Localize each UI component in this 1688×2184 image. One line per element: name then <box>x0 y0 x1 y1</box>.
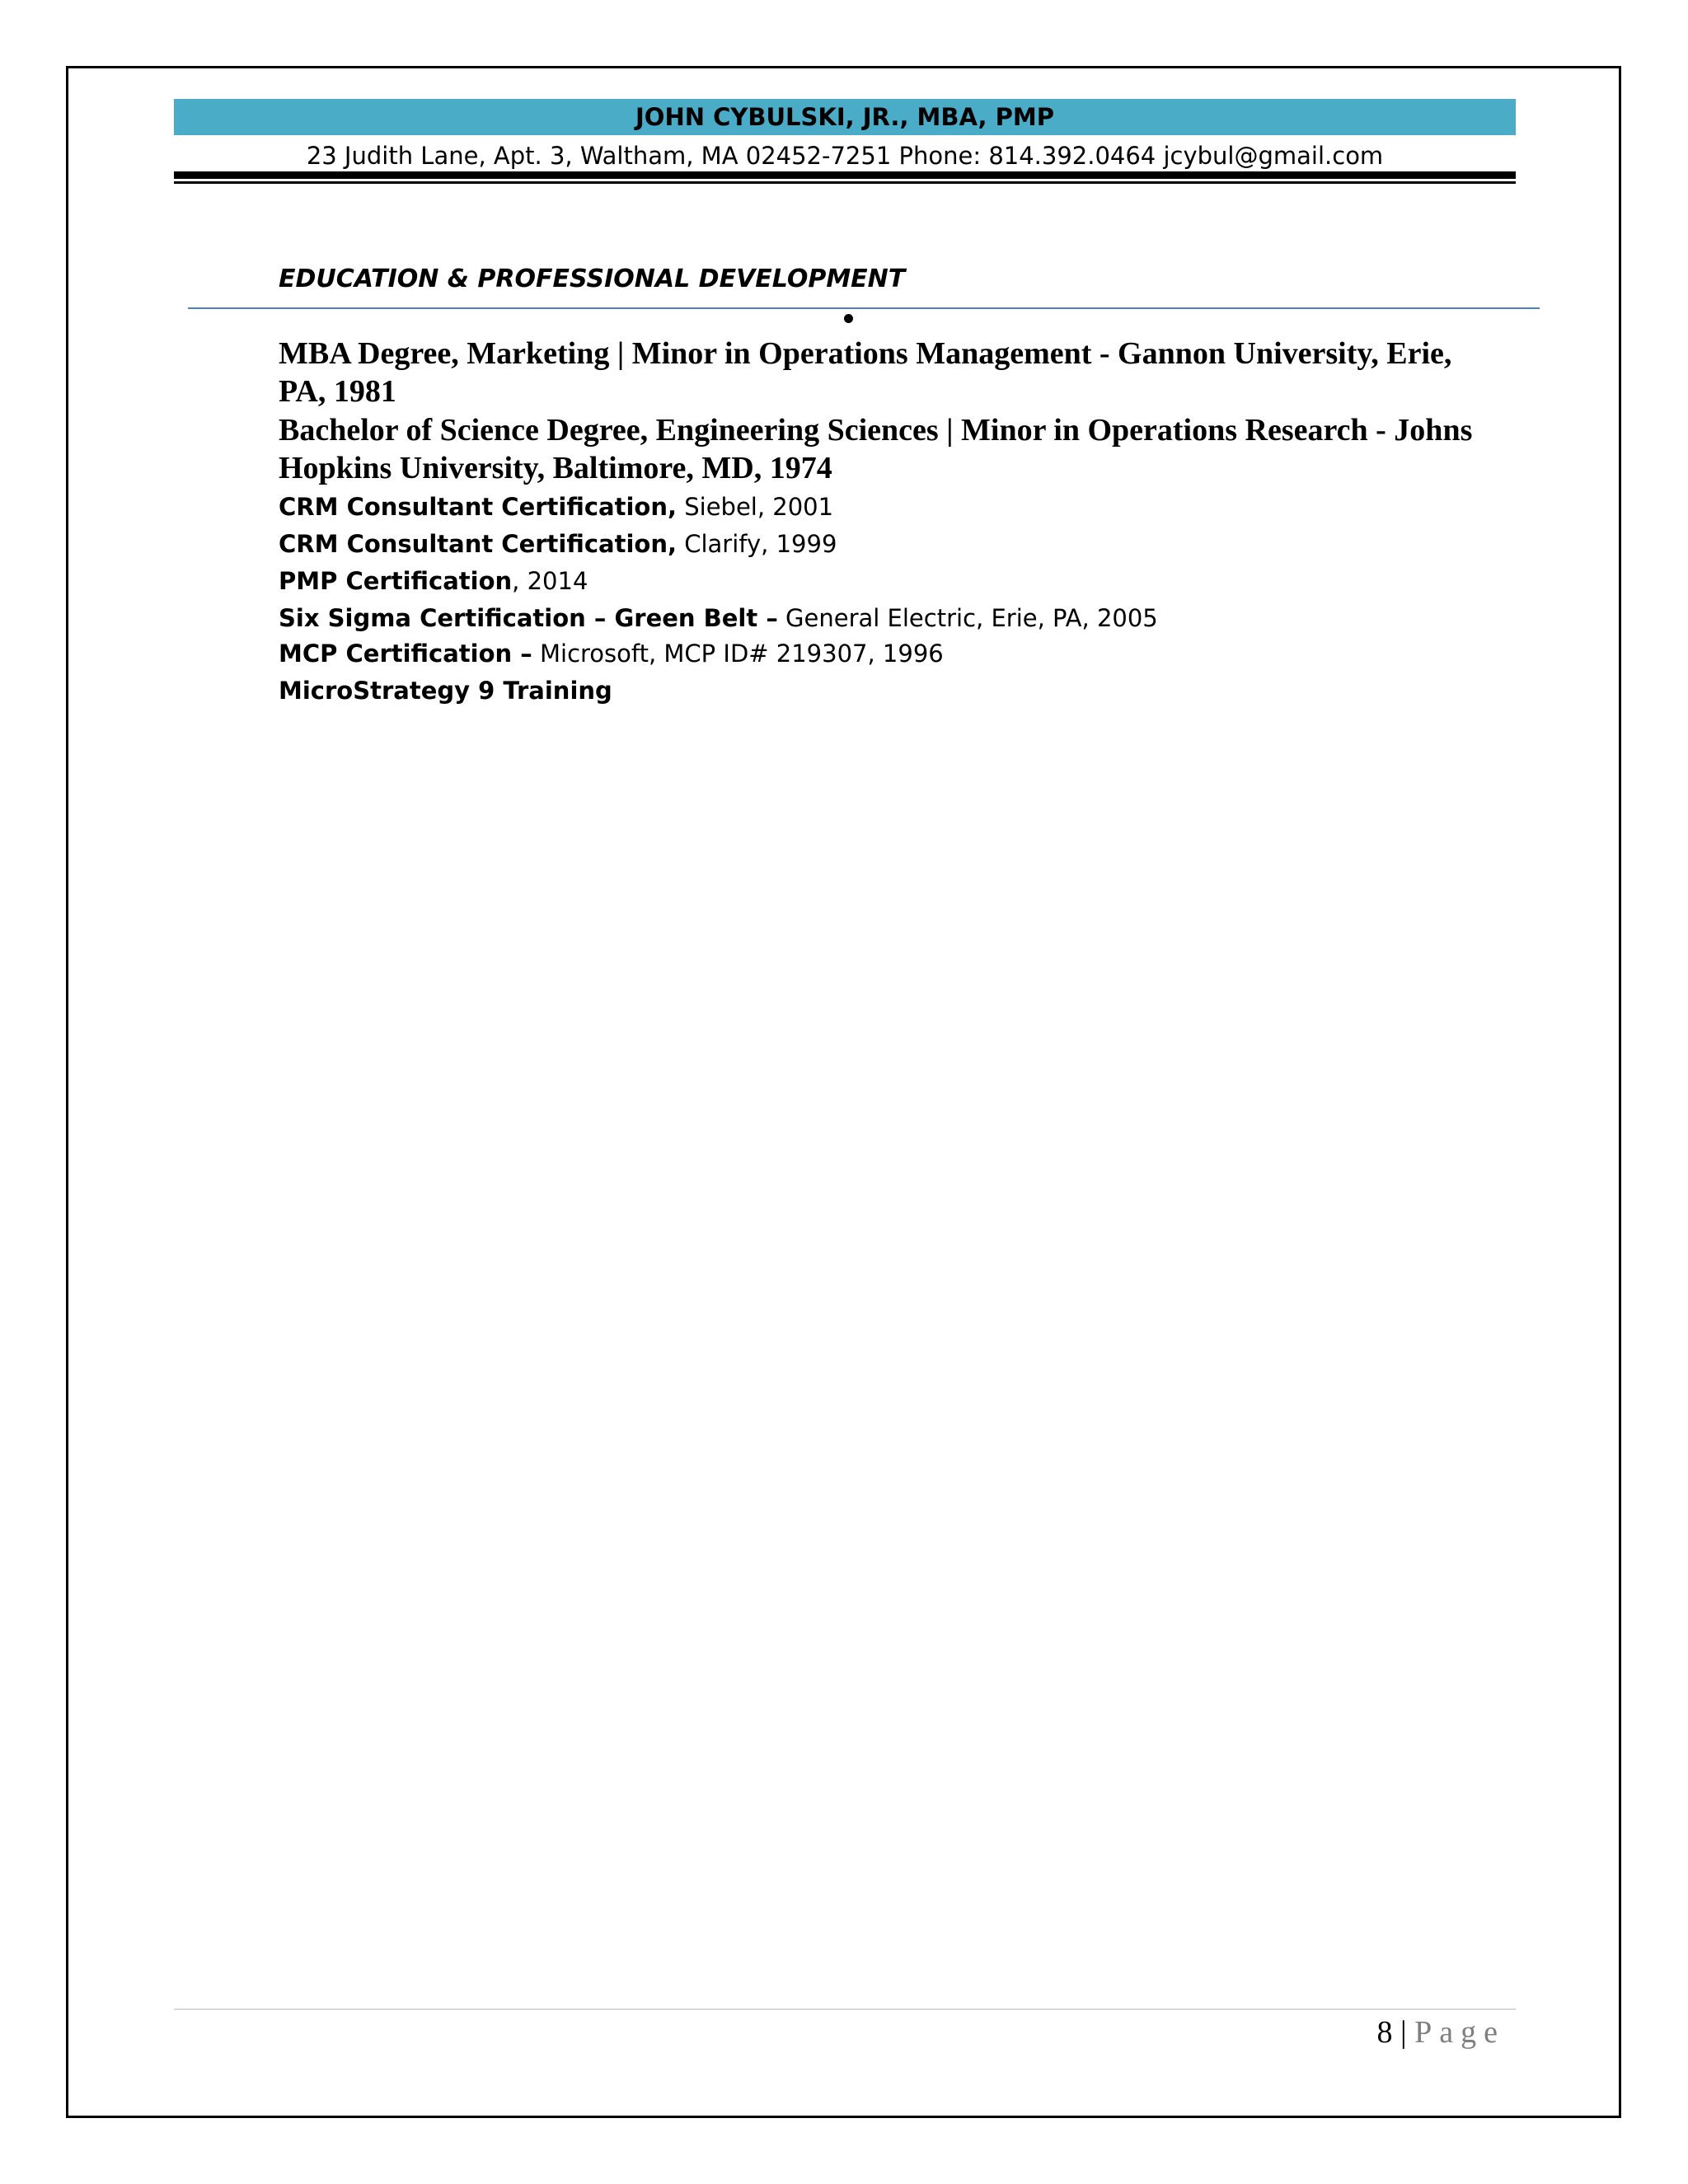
candidate-name: JOHN CYBULSKI, JR., MBA, PMP <box>635 103 1054 131</box>
section-rule <box>188 307 1540 309</box>
certification-item <box>279 602 1158 635</box>
contact-line: 23 Judith Lane, Apt. 3, Waltham, MA 02452-7251 Phone: 814.392.0464 jcybul@gmail.com <box>306 142 1384 170</box>
header-rule-thin <box>174 181 1516 184</box>
page-number-separator: | <box>1392 2015 1415 2050</box>
certification-title: MCP Certification – <box>279 640 532 668</box>
certification-title: PMP Certification <box>279 567 513 595</box>
certification-item <box>279 565 588 598</box>
certification-title: CRM Consultant Certification, <box>279 530 678 558</box>
certification-item <box>279 674 612 707</box>
degree-mba: MBA Degree, Marketing | Minor in Operations Management - Gannon University, Erie, PA, 1981 <box>279 336 1452 409</box>
certification-item <box>279 637 944 670</box>
certification-detail: General Electric, Erie, PA, 2005 <box>777 604 1158 632</box>
page-number-value: 8 <box>1376 2015 1393 2050</box>
page-number <box>1319 2011 1505 2054</box>
section-heading: EDUCATION & PROFESSIONAL DEVELOPMENT <box>279 265 906 293</box>
certification-item <box>279 527 837 560</box>
name-banner <box>174 99 1516 135</box>
certification-detail: Microsoft, MCP ID# 219307, 1996 <box>532 640 944 668</box>
footer-rule <box>174 2008 1516 2010</box>
degree-bachelor: Bachelor of Science Degree, Engineering Sciences | Minor in Operations Research - Johns Hopkins University, Baltimore, MD, 1974 <box>279 413 1473 485</box>
certification-detail: Siebel, 2001 <box>677 493 834 521</box>
certification-detail: Clarify, 1999 <box>677 530 837 558</box>
certification-title: MicroStrategy 9 Training <box>279 677 612 705</box>
page-word: Page <box>1414 2015 1505 2050</box>
certification-detail: , 2014 <box>512 567 588 595</box>
bullet-icon <box>844 314 853 323</box>
header-rule-thick <box>174 171 1516 179</box>
certification-item <box>279 490 833 523</box>
certification-title: Six Sigma Certification – Green Belt – <box>279 604 778 632</box>
certification-title: CRM Consultant Certification, <box>279 493 678 521</box>
